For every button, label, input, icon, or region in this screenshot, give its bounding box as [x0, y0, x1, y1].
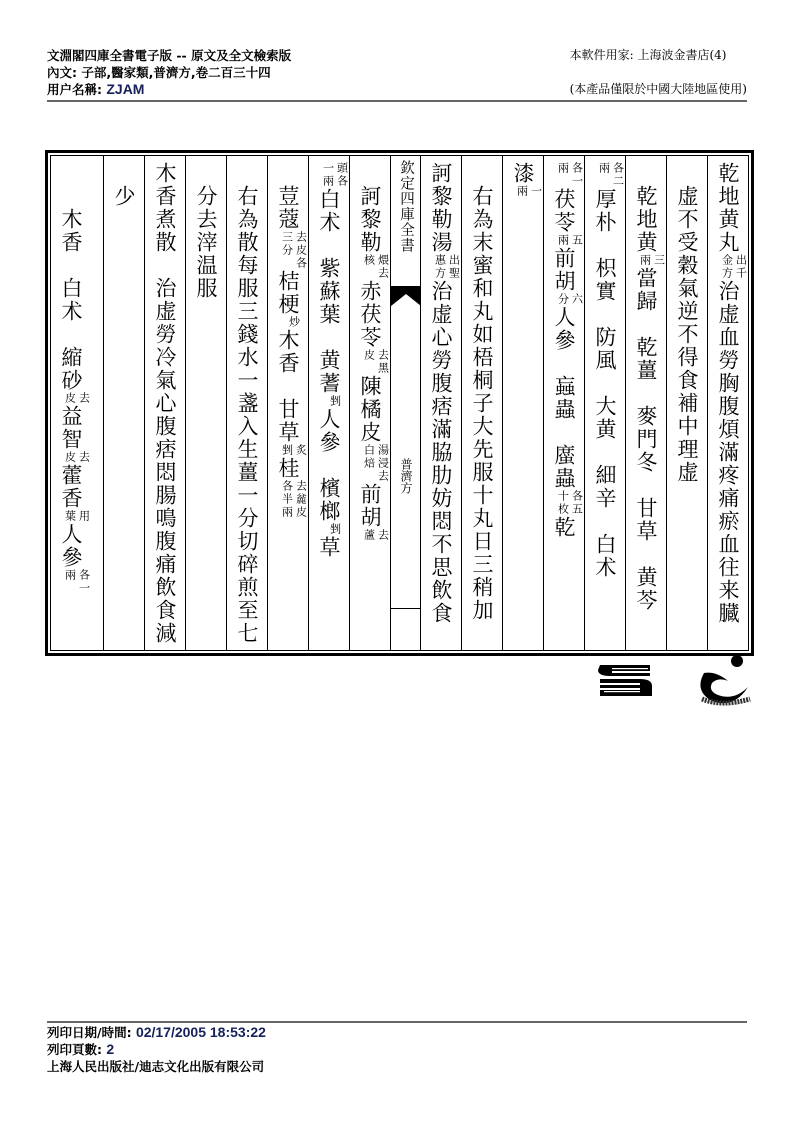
header-content-path: 內文: 子部,醫家類,普濟方,卷二百三十四	[47, 65, 271, 80]
center-title-strip	[390, 156, 420, 650]
text-column	[51, 156, 103, 650]
text-column	[103, 156, 144, 650]
annotation-note: 剉	[328, 395, 342, 408]
annotation-note: 去皮	[63, 392, 91, 405]
annotation-note: 各二兩	[597, 162, 625, 188]
publisher-logo	[592, 655, 752, 710]
section-title: 普濟方	[399, 458, 413, 494]
column-text	[585, 156, 625, 650]
publisher: 上海人民出版社/迪志文化出版有限公司	[47, 1059, 265, 1074]
column-text	[186, 156, 226, 650]
annotation-note: 用葉	[63, 510, 91, 523]
column-text	[145, 156, 185, 650]
main-text: 分去滓温服	[194, 162, 218, 300]
column-text	[667, 156, 707, 650]
main-text: 厚朴 枳實 防風 大黄 細辛 白术	[593, 188, 617, 579]
main-text: 桔梗	[276, 270, 300, 316]
annotation-note: 各五十枚	[556, 490, 584, 516]
brush-swirl-logo-icon	[700, 655, 750, 703]
annotation-note: 炒	[287, 316, 301, 329]
main-text: 茯苓	[552, 188, 576, 234]
main-text: 藿香	[59, 464, 83, 510]
main-text: 人參 蝱蟲 䗪蟲	[552, 306, 576, 490]
annotation-note: 去黑皮	[362, 349, 390, 375]
pages-line	[47, 1041, 266, 1058]
text-column	[584, 156, 625, 650]
column-text	[503, 156, 543, 650]
annotation-note: 各一兩	[556, 162, 584, 188]
annotation-note: 六分	[556, 293, 584, 306]
annotation-note: 去皮	[63, 451, 91, 464]
main-text: 陳橘皮	[358, 375, 382, 444]
annotation-note: 剉	[328, 523, 342, 536]
annotation-note: 去麄皮各半兩	[280, 480, 308, 519]
annotation-note: 炙剉	[280, 444, 308, 457]
main-text: 荳蔻	[276, 162, 300, 231]
text-column	[461, 156, 502, 650]
main-text: 前胡	[552, 247, 576, 293]
main-text: 乾地黄	[634, 162, 658, 254]
text-column	[144, 156, 185, 650]
main-text: 桂	[276, 457, 300, 480]
annotation-note: 去皮各三分	[280, 231, 308, 270]
annotation-note: 三兩	[638, 254, 666, 267]
header-right	[570, 47, 747, 98]
main-text: 治虚血勞胸腹煩滿疼痛瘀血往来臓	[716, 280, 740, 625]
column-text	[309, 156, 349, 650]
main-text: 治虚心勞腹痞滿脇肋妨悶不思飲食	[429, 280, 453, 625]
annotation-note: 五兩	[556, 234, 584, 247]
page-frame	[45, 150, 754, 656]
annotation-note: 各一兩	[63, 569, 91, 595]
footer-divider	[47, 1021, 747, 1023]
column-text	[462, 156, 502, 650]
text-column	[666, 156, 707, 650]
main-text: 漆	[511, 162, 535, 185]
pages-label: 列印頁數:	[47, 1042, 102, 1057]
text-column	[543, 156, 584, 650]
header-title: 文淵閣四庫全書電子版 -- 原文及全文檢索版	[47, 48, 292, 63]
annotation-note: 出千金方	[720, 254, 748, 280]
column-text	[51, 156, 91, 650]
page-count: 2	[106, 1041, 115, 1057]
text-column	[267, 156, 308, 650]
main-text: 草	[317, 536, 341, 559]
annotation-note: 一兩	[515, 185, 543, 198]
page-footer	[47, 1024, 266, 1075]
fishtail-banner-icon	[391, 286, 421, 306]
main-text: 人參 檳榔	[317, 408, 341, 523]
column-text	[104, 156, 144, 650]
text-column	[502, 156, 543, 650]
main-text: 益智	[59, 405, 83, 451]
column-text	[708, 156, 748, 650]
main-text: 赤茯苓	[358, 280, 382, 349]
annotation-note: 去蘆	[362, 529, 390, 542]
text-column	[420, 156, 461, 650]
user-name: ZJAM	[106, 81, 145, 97]
annotation-note: 出聖惠方	[433, 254, 461, 280]
strip-divider	[391, 608, 420, 609]
main-text: 右為末蜜和丸如梧桐子大先服十丸日三稍加	[470, 162, 494, 622]
column-text	[350, 156, 390, 650]
main-text: 訶黎勒	[358, 162, 382, 254]
text-columns	[50, 155, 749, 651]
main-text: 木香 甘草	[276, 329, 300, 444]
main-text: 前胡	[358, 483, 382, 529]
book-title: 欽定四庫全書	[398, 160, 414, 253]
main-text: 當歸 乾薑 麥門冬 甘草 黄芩	[634, 267, 658, 612]
main-text: 右為散每服三錢水一盞入生薑一分切碎煎至七	[235, 162, 259, 645]
text-column	[308, 156, 349, 650]
main-text: 少	[112, 162, 136, 208]
print-date: 02/17/2005 18:53:22	[135, 1024, 266, 1040]
restriction-note: (本產品僅限於中國大陸地區使用)	[569, 82, 747, 96]
text-column	[185, 156, 226, 650]
column-text	[626, 156, 666, 650]
header-divider	[47, 100, 747, 102]
text-column	[349, 156, 390, 650]
user-label: 用户名稱:	[47, 82, 102, 97]
annotation-note: 頭各一兩	[321, 162, 349, 188]
main-text: 白术 紫蘇葉 黄蓍	[317, 188, 341, 395]
licensee: 本軟件用家: 上海波金書店(4)	[569, 48, 727, 62]
main-text: 木香煮散 治虚勞冷氣心腹痞悶腸鳴腹痛飲食減	[153, 162, 177, 645]
print-date-line	[47, 1024, 266, 1041]
column-text	[421, 156, 461, 650]
column-text	[544, 156, 584, 650]
main-text: 訶黎勒湯	[429, 162, 453, 254]
print-date-label: 列印日期/時間:	[47, 1025, 132, 1040]
text-column	[707, 156, 748, 650]
main-text: 虚不受穀氣逆不得食補中理虚	[675, 162, 699, 484]
column-text	[268, 156, 308, 650]
main-text: 乾地黄丸	[716, 162, 740, 254]
main-text: 人參	[59, 523, 83, 569]
main-text: 乾	[552, 516, 576, 539]
column-text	[227, 156, 267, 650]
text-column	[625, 156, 666, 650]
book-stack-s-logo-icon	[598, 665, 652, 696]
main-text: 木香 白术 縮砂	[59, 162, 83, 392]
annotation-note: 煨去核	[362, 254, 390, 280]
text-column	[226, 156, 267, 650]
page-header	[47, 47, 747, 98]
annotation-note: 湯浸去白焙	[362, 444, 390, 483]
